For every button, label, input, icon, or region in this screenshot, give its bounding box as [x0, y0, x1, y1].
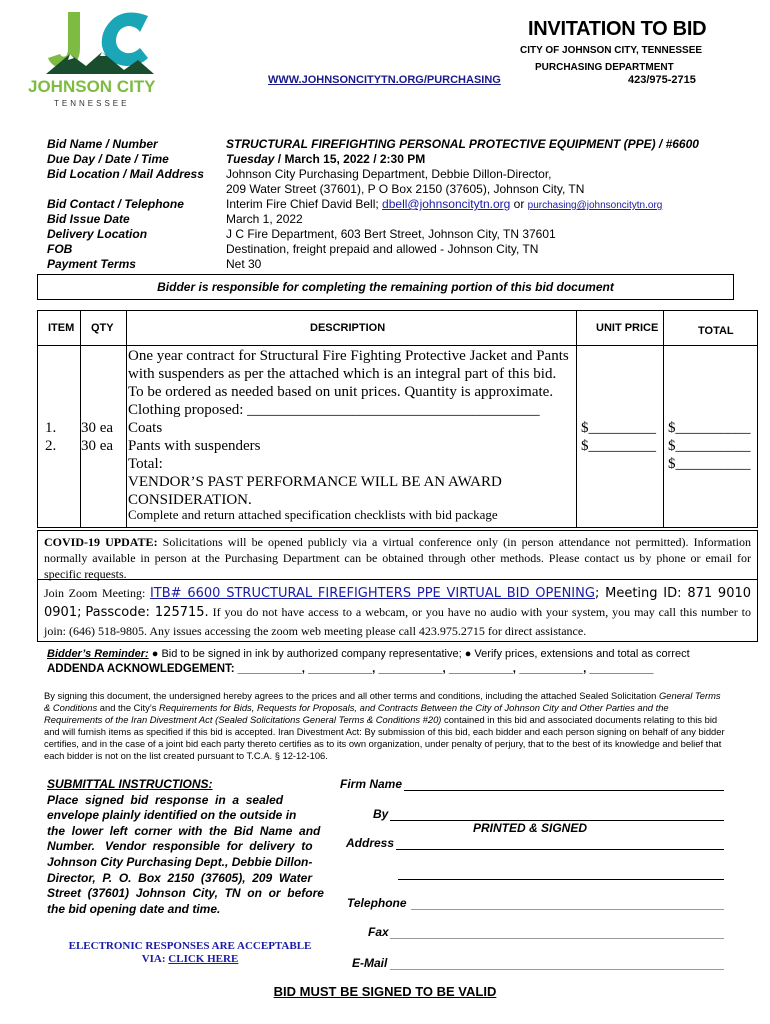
item-qty-2: 30 ea: [81, 438, 114, 454]
submittal-line: Number. Vendor responsible for delivery to: [47, 839, 313, 854]
reminder-text: ● Bid to be signed in ink by authorized company representative; ● Verify prices, extensions and total as correct: [148, 648, 690, 660]
header-item: ITEM: [48, 322, 75, 334]
label-issue-date: Bid Issue Date: [47, 212, 130, 226]
contact-email-link[interactable]: dbell@johnsoncitytn.org: [382, 197, 511, 211]
due-date-value: [226, 152, 425, 166]
telephone-field[interactable]: [411, 896, 724, 910]
payment-value: Net 30: [226, 257, 262, 271]
vendor-performance-line: [128, 473, 575, 491]
unit-price-input-2[interactable]: $_________: [581, 438, 656, 454]
item-number-2: 2.: [45, 438, 57, 454]
item-desc-pants: Pants with suspenders: [128, 438, 261, 454]
issue-date-value: March 1, 2022: [226, 212, 303, 226]
location-line-2: 209 Water Street (37601), P O Box 2150 (37605), Johnson City, TN: [226, 182, 585, 196]
fax-label: Fax: [368, 925, 389, 939]
purchasing-email-link[interactable]: purchasing@johnsoncitytn.org: [527, 200, 663, 211]
email-label: E-Mail: [352, 956, 388, 970]
label-delivery-location: Delivery Location: [47, 227, 148, 241]
terms-agreement-text: [44, 690, 728, 762]
submittal-line: Street (37601) Johnson City, TN on or before: [47, 886, 324, 901]
total-input-2[interactable]: $__________: [668, 438, 751, 454]
contact-or: or: [510, 197, 528, 211]
firm-name-field[interactable]: [404, 777, 724, 791]
item-qty-1: 30 ea: [81, 420, 114, 436]
fax-field[interactable]: [390, 925, 724, 939]
telephone-label: Telephone: [347, 896, 407, 910]
covid-heading: COVID-19 UPDATE:: [44, 535, 158, 549]
logo-subtext: TENNESSEE: [54, 99, 130, 108]
address-field[interactable]: [396, 836, 724, 850]
purchasing-url-link[interactable]: WWW.JOHNSONCITYTN.ORG/PURCHASING: [268, 74, 501, 86]
due-day: Tuesday: [226, 152, 275, 166]
checklist-note: Complete and return attached specification checklists with bid package: [128, 507, 498, 522]
bidder-notice: Bidder is responsible for completing the remaining portion of this bid document: [157, 280, 614, 294]
bidder-notice-box: [37, 274, 734, 300]
submittal-heading: SUBMITTAL INSTRUCTIONS:: [47, 777, 213, 791]
reminder-label: Bidder’s Reminder:: [47, 648, 149, 660]
description-line: To be ordered as needed based on unit prices. Quantity is approximate.: [128, 384, 554, 400]
description-line: with suspenders as per the attached which is an integral part of this bid.: [128, 366, 557, 382]
submittal-line: envelope plainly identified on the outside in: [47, 808, 297, 823]
contact-value: [226, 197, 662, 211]
grand-total-input[interactable]: $__________: [668, 456, 751, 472]
due-date-time: / March 15, 2022 / 2:30 PM: [274, 152, 426, 166]
logo-text: JOHNSON CITY: [28, 77, 156, 96]
zoom-passcode: Passcode: 125715.: [85, 605, 209, 620]
fob-value: Destination, freight prepaid and allowed - Johnson City, TN: [226, 242, 539, 256]
label-payment-terms: Payment Terms: [47, 257, 136, 271]
firm-name-label: Firm Name: [340, 777, 403, 791]
header-description: DESCRIPTION: [310, 322, 386, 334]
zoom-meeting-link[interactable]: ITB# 6600 STRUCTURAL FIREFIGHTERS PPE VIRTUAL BID OPENING: [149, 586, 595, 601]
click-here-link[interactable]: CLICK HERE: [168, 953, 239, 965]
item-number-1: 1.: [45, 420, 57, 436]
electronic-via: VIA:: [141, 953, 169, 965]
electronic-via-line: [48, 953, 332, 966]
label-bid-name: Bid Name / Number: [47, 137, 158, 151]
addenda-acknowledgement[interactable]: ADDENDA ACKNOWLEDGEMENT: __________, __________, __________, __________, __________, __________: [47, 663, 654, 675]
header-qty: QTY: [91, 322, 114, 334]
bidder-reminder: [47, 648, 690, 660]
header-unit-price: UNIT PRICE: [596, 322, 659, 334]
bid-name-value: STRUCTURAL FIREFIGHTING PERSONAL PROTECTIVE EQUIPMENT (PPE) / #6600: [226, 137, 699, 151]
item-desc-coats: Coats: [128, 420, 163, 436]
covid-body: Solicitations will be opened publicly via a virtual conference only (in person attendance not permitted). Information normally available in person at the Purchasing Department can be obtained through other methods. Please contact us by phone or email for specific requests.: [44, 535, 751, 581]
description-line: One year contract for Structural Fire Fighting Protective Jacket and Pants: [128, 348, 569, 364]
by-label: By: [373, 807, 389, 821]
covid-update-box: [37, 530, 758, 580]
vendor-performance-line-2: CONSIDERATION.: [128, 492, 252, 508]
address-label: Address: [346, 836, 395, 850]
label-bid-location: Bid Location / Mail Address: [47, 167, 204, 181]
email-field[interactable]: [390, 956, 724, 970]
label-due-date: Due Day / Date / Time: [47, 152, 169, 166]
submittal-line: Director, P. O. Box 2150 (37605), 209 Water: [47, 870, 313, 885]
terms-text-1: By signing this document, the undersigned hereby agrees to the prices and all other terms and conditions, including the attached Sealed Solicitation: [44, 690, 659, 701]
label-bid-contact: Bid Contact / Telephone: [47, 197, 184, 211]
terms-italic-2: Requirements for Bids, Requests for Proposals, and Contracts Between the City of Johnson City and Other Parties and the Requirements of the Iran Divestment Act (Sealed Solicitations General Terms & Conditions #20): [44, 702, 669, 725]
electronic-notice: ELECTRONIC RESPONSES ARE ACCEPTABLE: [68, 940, 312, 952]
zoom-meeting-text: [44, 584, 751, 640]
zoom-instructions: If you do not have access to a webcam, or you have no audio with your system, you may call this number to join: (646) 518-9805. Any issues accessing the zoom web meeting please call 423.975.2715 for direct assistance.: [44, 605, 752, 638]
label-fob: FOB: [47, 242, 73, 256]
address-field-line-2[interactable]: [398, 866, 724, 880]
city-name: CITY OF JOHNSON CITY, TENNESSEE: [520, 45, 703, 56]
contact-name: Interim Fire Chief David Bell;: [226, 197, 383, 211]
zoom-meeting-id: ; Meeting ID: 871 9010 0901;: [44, 586, 752, 620]
unit-price-input-1[interactable]: $_________: [581, 420, 656, 436]
submittal-line: the bid opening date and time.: [47, 901, 221, 916]
zoom-meeting-box: [37, 580, 758, 642]
description-block: [128, 347, 575, 509]
terms-text-3: contained in this bid and associated documents relating to this bid and will furnish items as specified if this bid is accepted. Iran Divestment Act: By submission of this bid, each bidder and each person signing on behalf of any bidder certifies, and in the case of a joint bid each party thereto certifies as to its own organization, under penalty of perjury, that to the best of its knowledge and belief that each bidder is not on the list created pursuant to T.C.A. § 12-12-106.: [44, 714, 725, 761]
page-title: INVITATION TO BID: [528, 18, 707, 40]
terms-italic-1: General Terms & Conditions: [44, 690, 721, 713]
johnson-city-logo: [28, 8, 173, 108]
department-phone: 423/975-2715: [628, 74, 696, 86]
clothing-proposed-line[interactable]: Clothing proposed: _______________________________________: [128, 402, 540, 418]
total-label: Total:: [128, 456, 163, 472]
submittal-line: Johnson City Purchasing Dept., Debbie Dillon-: [47, 854, 313, 869]
electronic-responses: [48, 940, 332, 966]
signature-required-notice: BID MUST BE SIGNED TO BE VALID: [273, 984, 497, 999]
delivery-value: J C Fire Department, 603 Bert Street, Johnson City, TN 37601: [226, 227, 556, 241]
submittal-line: the lower left corner with the Bid Name and: [47, 823, 321, 838]
signature-field[interactable]: [390, 807, 724, 821]
vendor-performance-text: VENDOR’S PAST PERFORMANCE WILL BE AN AWARD: [128, 474, 502, 490]
header-total: TOTAL: [698, 325, 734, 337]
terms-text-2: and the City’s: [97, 702, 159, 713]
department-name: PURCHASING DEPARTMENT: [535, 62, 674, 73]
location-line-1: Johnson City Purchasing Department, Debbie Dillon-Director,: [226, 167, 552, 181]
bid-items-table: [37, 310, 758, 528]
printed-signed-label: PRINTED & SIGNED: [473, 821, 588, 835]
covid-update-text: [44, 534, 751, 582]
total-input-1[interactable]: $__________: [668, 420, 751, 436]
submittal-line: Place signed bid response in a sealed: [47, 792, 284, 807]
zoom-prefix: Join Zoom Meeting:: [44, 586, 150, 600]
submittal-instructions: [47, 777, 329, 917]
